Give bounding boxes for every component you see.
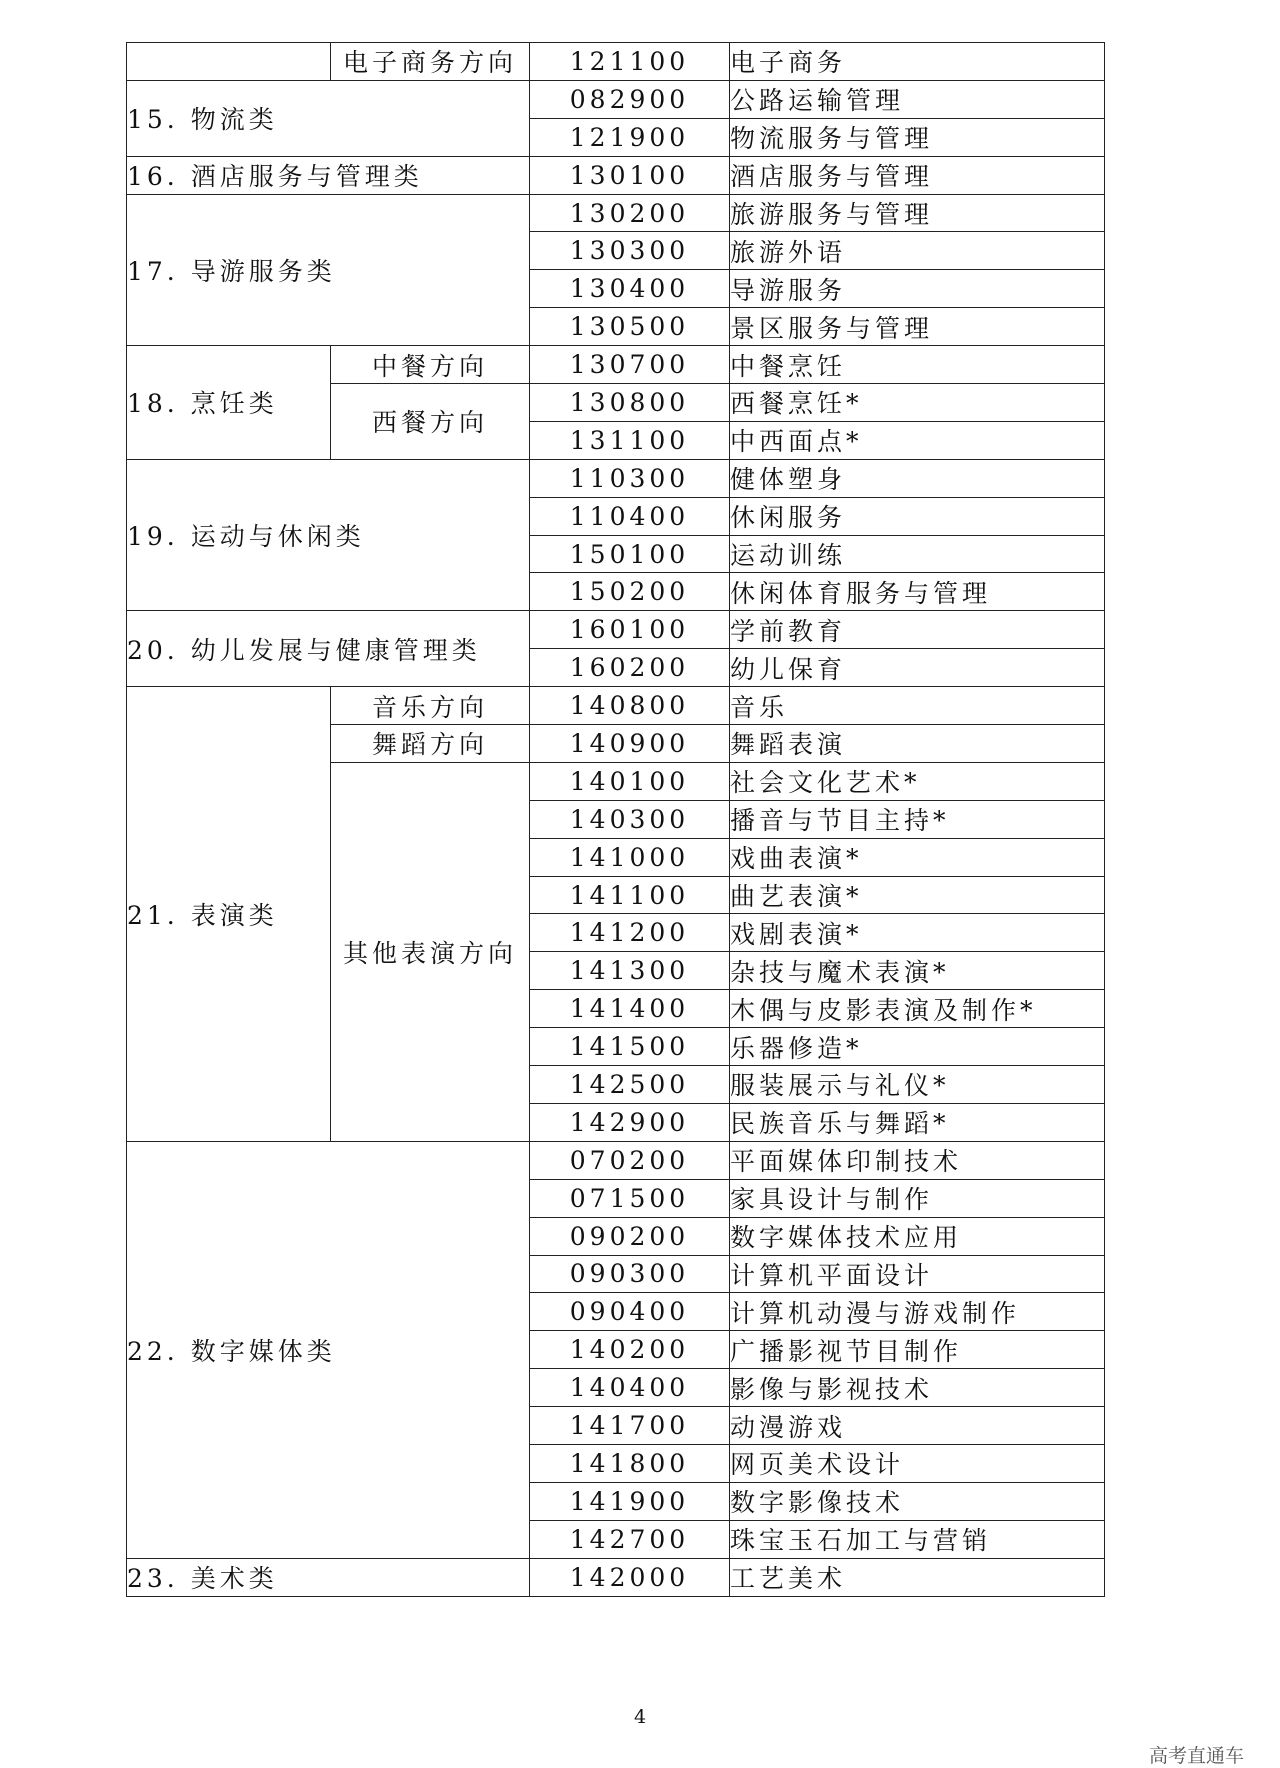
table-row [127, 1141, 1105, 1179]
major-name-cell: 健体塑身 [730, 459, 1105, 497]
major-code-cell: 130700 [530, 346, 730, 384]
table-row [127, 611, 1105, 649]
table-row [127, 43, 1105, 81]
major-name-cell: 酒店服务与管理 [730, 156, 1105, 194]
major-name-cell: 休闲服务 [730, 497, 1105, 535]
major-code-cell: 130400 [530, 270, 730, 308]
major-name-cell: 戏曲表演* [730, 838, 1105, 876]
major-name-cell: 计算机动漫与游戏制作 [730, 1293, 1105, 1331]
major-code-cell: 141000 [530, 838, 730, 876]
major-code-cell: 090400 [530, 1293, 730, 1331]
major-name-cell: 动漫游戏 [730, 1407, 1105, 1445]
major-name-cell: 数字媒体技术应用 [730, 1217, 1105, 1255]
major-code-cell: 110300 [530, 459, 730, 497]
major-code-cell: 070200 [530, 1141, 730, 1179]
major-code-cell: 160200 [530, 649, 730, 687]
direction-cell: 其他表演方向 [331, 762, 530, 1141]
major-name-cell: 中餐烹饪 [730, 346, 1105, 384]
major-name-cell: 工艺美术 [730, 1558, 1105, 1596]
major-name-cell: 物流服务与管理 [730, 118, 1105, 156]
major-code-cell: 090200 [530, 1217, 730, 1255]
major-name-cell: 旅游服务与管理 [730, 194, 1105, 232]
major-name-cell: 播音与节目主持* [730, 800, 1105, 838]
major-name-cell: 影像与影视技术 [730, 1369, 1105, 1407]
major-name-cell: 社会文化艺术* [730, 762, 1105, 800]
major-code-cell: 141800 [530, 1444, 730, 1482]
major-code-cell: 130800 [530, 384, 730, 422]
major-code-cell: 142900 [530, 1103, 730, 1141]
table-row [127, 80, 1105, 118]
major-code-cell: 140200 [530, 1331, 730, 1369]
major-code-cell: 141700 [530, 1407, 730, 1445]
major-code-cell: 142700 [530, 1520, 730, 1558]
table-row [127, 459, 1105, 497]
major-code-cell: 141400 [530, 990, 730, 1028]
major-code-cell: 130100 [530, 156, 730, 194]
major-code-cell: 130300 [530, 232, 730, 270]
category-table-body [127, 43, 1105, 1597]
major-name-cell: 音乐 [730, 687, 1105, 725]
major-name-cell: 服装展示与礼仪* [730, 1066, 1105, 1104]
major-code-cell: 130200 [530, 194, 730, 232]
major-name-cell: 西餐烹饪* [730, 384, 1105, 422]
category-cell: 21. 表演类 [127, 687, 331, 1142]
major-name-cell: 曲艺表演* [730, 876, 1105, 914]
major-code-cell: 140300 [530, 800, 730, 838]
major-code-cell: 071500 [530, 1179, 730, 1217]
table-row [127, 346, 1105, 384]
direction-cell: 中餐方向 [331, 346, 530, 384]
major-code-cell: 082900 [530, 80, 730, 118]
major-name-cell: 幼儿保育 [730, 649, 1105, 687]
watermark: 高考直通车 [1148, 1745, 1244, 1767]
major-name-cell: 中西面点* [730, 421, 1105, 459]
table-row [127, 687, 1105, 725]
major-code-cell: 121100 [530, 43, 730, 81]
direction-cell: 电子商务方向 [331, 43, 530, 81]
major-code-cell: 142500 [530, 1066, 730, 1104]
major-code-cell: 131100 [530, 421, 730, 459]
major-name-cell: 乐器修造* [730, 1028, 1105, 1066]
major-code-cell: 142000 [530, 1558, 730, 1596]
major-name-cell: 休闲体育服务与管理 [730, 573, 1105, 611]
major-name-cell: 公路运输管理 [730, 80, 1105, 118]
major-code-cell: 140100 [530, 762, 730, 800]
major-name-cell: 电子商务 [730, 43, 1105, 81]
category-cell: 19. 运动与休闲类 [127, 459, 530, 611]
major-name-cell: 舞蹈表演 [730, 725, 1105, 763]
major-code-cell: 141500 [530, 1028, 730, 1066]
major-code-cell: 110400 [530, 497, 730, 535]
major-name-cell: 民族音乐与舞蹈* [730, 1103, 1105, 1141]
category-cell: 18. 烹饪类 [127, 346, 331, 460]
major-name-cell: 珠宝玉石加工与营销 [730, 1520, 1105, 1558]
major-code-cell: 141200 [530, 914, 730, 952]
major-name-cell: 平面媒体印制技术 [730, 1141, 1105, 1179]
major-code-cell: 150200 [530, 573, 730, 611]
major-code-cell: 140800 [530, 687, 730, 725]
major-name-cell: 导游服务 [730, 270, 1105, 308]
table-row [127, 1558, 1105, 1596]
major-name-cell: 家具设计与制作 [730, 1179, 1105, 1217]
table-row [127, 194, 1105, 232]
major-name-cell: 计算机平面设计 [730, 1255, 1105, 1293]
major-name-cell: 戏剧表演* [730, 914, 1105, 952]
major-code-cell: 141300 [530, 952, 730, 990]
direction-cell: 音乐方向 [331, 687, 530, 725]
major-code-cell: 160100 [530, 611, 730, 649]
major-code-cell: 140900 [530, 725, 730, 763]
table-row [127, 156, 1105, 194]
major-code-cell: 141900 [530, 1482, 730, 1520]
category-cell: 22. 数字媒体类 [127, 1141, 530, 1558]
category-cell: 16. 酒店服务与管理类 [127, 156, 530, 194]
category-table [126, 42, 1105, 1597]
major-code-cell: 140400 [530, 1369, 730, 1407]
category-cell: 17. 导游服务类 [127, 194, 530, 346]
direction-cell: 舞蹈方向 [331, 725, 530, 763]
major-name-cell: 运动训练 [730, 535, 1105, 573]
major-name-cell: 网页美术设计 [730, 1444, 1105, 1482]
major-name-cell: 广播影视节目制作 [730, 1331, 1105, 1369]
major-code-cell: 141100 [530, 876, 730, 914]
major-name-cell: 旅游外语 [730, 232, 1105, 270]
category-cell [127, 43, 331, 81]
category-cell: 20. 幼儿发展与健康管理类 [127, 611, 530, 687]
major-name-cell: 杂技与魔术表演* [730, 952, 1105, 990]
page-number: 4 [633, 1706, 647, 1728]
major-name-cell: 木偶与皮影表演及制作* [730, 990, 1105, 1028]
major-code-cell: 130500 [530, 308, 730, 346]
major-name-cell: 景区服务与管理 [730, 308, 1105, 346]
major-name-cell: 数字影像技术 [730, 1482, 1105, 1520]
major-code-cell: 121900 [530, 118, 730, 156]
direction-cell: 西餐方向 [331, 384, 530, 460]
category-cell: 23. 美术类 [127, 1558, 530, 1596]
major-code-cell: 090300 [530, 1255, 730, 1293]
category-cell: 15. 物流类 [127, 80, 530, 156]
major-code-cell: 150100 [530, 535, 730, 573]
major-name-cell: 学前教育 [730, 611, 1105, 649]
